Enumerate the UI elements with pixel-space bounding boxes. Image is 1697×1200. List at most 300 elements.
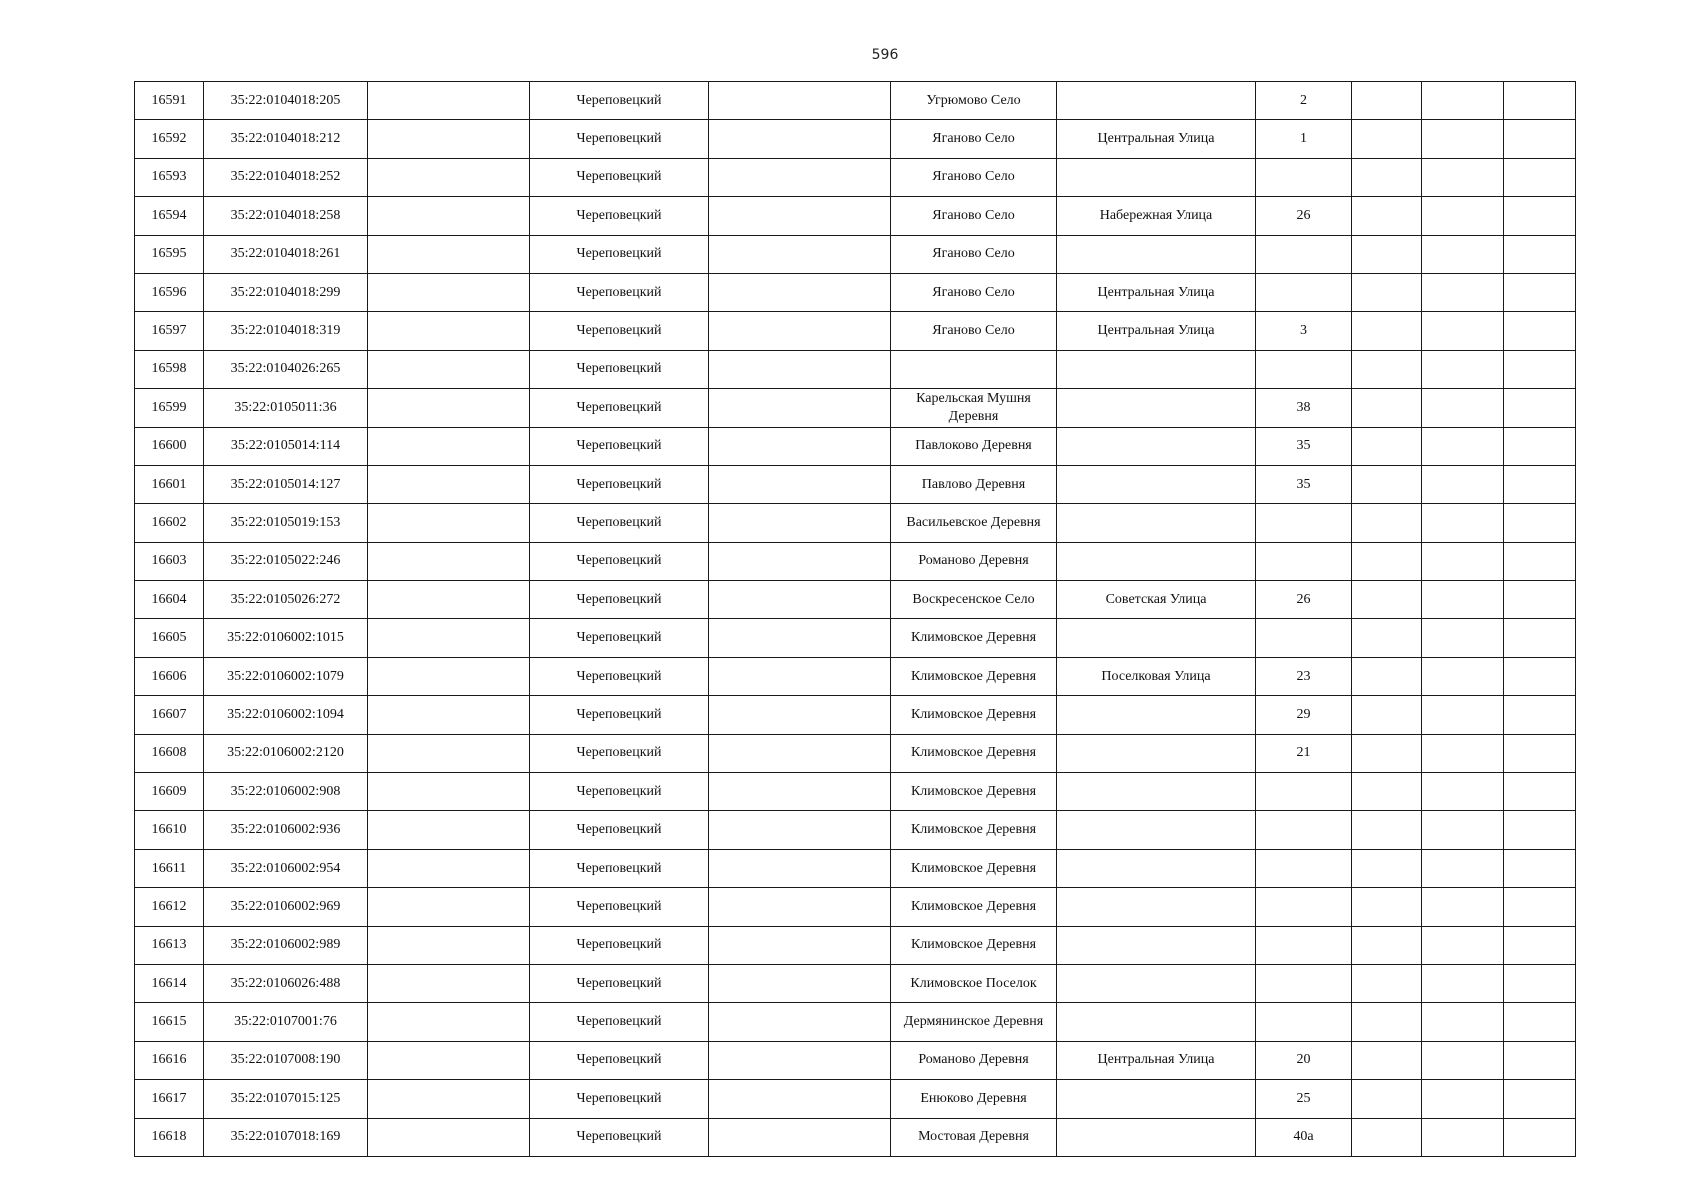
locality-cell: Павлово Деревня	[891, 465, 1057, 503]
empty-cell	[1504, 389, 1576, 427]
table-row	[135, 158, 1576, 196]
empty-cell	[1422, 1080, 1504, 1118]
house-number-cell	[1256, 773, 1352, 811]
empty-cell	[368, 1003, 530, 1041]
empty-cell	[1422, 619, 1504, 657]
district-cell: Череповецкий	[530, 696, 709, 734]
empty-cell	[1422, 158, 1504, 196]
district-cell: Череповецкий	[530, 734, 709, 772]
house-number-cell	[1256, 504, 1352, 542]
empty-cell	[1352, 273, 1422, 311]
locality-cell: Угрюмово Село	[891, 82, 1057, 120]
empty-cell	[1422, 120, 1504, 158]
empty-cell	[1352, 773, 1422, 811]
empty-cell	[1352, 1003, 1422, 1041]
locality-cell: Климовское Деревня	[891, 888, 1057, 926]
empty-cell	[1422, 657, 1504, 695]
empty-cell	[709, 312, 891, 350]
street-cell: Набережная Улица	[1057, 197, 1256, 235]
empty-cell	[1504, 1080, 1576, 1118]
house-number-cell: 29	[1256, 696, 1352, 734]
empty-cell	[1504, 542, 1576, 580]
locality-cell: Мостовая Деревня	[891, 1118, 1057, 1156]
empty-cell	[1352, 1041, 1422, 1079]
district-cell: Череповецкий	[530, 465, 709, 503]
empty-cell	[1352, 158, 1422, 196]
record-number-cell: 16608	[135, 734, 204, 772]
house-number-cell	[1256, 542, 1352, 580]
street-cell: Центральная Улица	[1057, 120, 1256, 158]
empty-cell	[1422, 1118, 1504, 1156]
street-cell	[1057, 773, 1256, 811]
empty-cell	[1422, 1041, 1504, 1079]
table-row	[135, 1118, 1576, 1156]
locality-cell	[891, 350, 1057, 388]
house-number-cell: 1	[1256, 120, 1352, 158]
record-number-cell: 16607	[135, 696, 204, 734]
locality-cell: Климовское Деревня	[891, 773, 1057, 811]
empty-cell	[709, 619, 891, 657]
district-cell: Череповецкий	[530, 657, 709, 695]
house-number-cell: 21	[1256, 734, 1352, 772]
empty-cell	[1504, 734, 1576, 772]
house-number-cell: 23	[1256, 657, 1352, 695]
district-cell: Череповецкий	[530, 350, 709, 388]
table-row	[135, 849, 1576, 887]
empty-cell	[368, 427, 530, 465]
cadastral-number-cell: 35:22:0105014:114	[204, 427, 368, 465]
house-number-cell	[1256, 849, 1352, 887]
locality-cell: Климовское Деревня	[891, 734, 1057, 772]
empty-cell	[709, 350, 891, 388]
empty-cell	[1352, 1080, 1422, 1118]
empty-cell	[368, 734, 530, 772]
cadastral-number-cell: 35:22:0104018:212	[204, 120, 368, 158]
empty-cell	[1422, 581, 1504, 619]
record-number-cell: 16618	[135, 1118, 204, 1156]
street-cell: Поселковая Улица	[1057, 657, 1256, 695]
record-number-cell: 16609	[135, 773, 204, 811]
registry-table	[134, 81, 1576, 1157]
empty-cell	[1352, 389, 1422, 427]
empty-cell	[1504, 82, 1576, 120]
page-number: 596	[871, 47, 899, 63]
empty-cell	[368, 389, 530, 427]
cadastral-number-cell: 35:22:0105026:272	[204, 581, 368, 619]
cadastral-number-cell: 35:22:0106002:989	[204, 926, 368, 964]
empty-cell	[368, 504, 530, 542]
locality-cell: Романово Деревня	[891, 1041, 1057, 1079]
empty-cell	[1352, 120, 1422, 158]
table-row	[135, 1080, 1576, 1118]
locality-cell: Климовское Поселок	[891, 964, 1057, 1002]
empty-cell	[1352, 542, 1422, 580]
street-cell	[1057, 82, 1256, 120]
table-row	[135, 235, 1576, 273]
house-number-cell	[1256, 235, 1352, 273]
cadastral-number-cell: 35:22:0104018:319	[204, 312, 368, 350]
house-number-cell	[1256, 158, 1352, 196]
empty-cell	[709, 82, 891, 120]
empty-cell	[709, 542, 891, 580]
street-cell	[1057, 389, 1256, 427]
house-number-cell	[1256, 926, 1352, 964]
empty-cell	[1352, 235, 1422, 273]
empty-cell	[368, 1041, 530, 1079]
street-cell: Центральная Улица	[1057, 273, 1256, 311]
empty-cell	[1504, 849, 1576, 887]
house-number-cell: 26	[1256, 197, 1352, 235]
empty-cell	[368, 465, 530, 503]
empty-cell	[709, 427, 891, 465]
district-cell: Череповецкий	[530, 120, 709, 158]
table-row	[135, 197, 1576, 235]
cadastral-number-cell: 35:22:0106026:488	[204, 964, 368, 1002]
district-cell: Череповецкий	[530, 197, 709, 235]
locality-cell: Васильевское Деревня	[891, 504, 1057, 542]
house-number-cell: 2	[1256, 82, 1352, 120]
house-number-cell: 40а	[1256, 1118, 1352, 1156]
cadastral-number-cell: 35:22:0105014:127	[204, 465, 368, 503]
empty-cell	[368, 1118, 530, 1156]
table-row	[135, 312, 1576, 350]
table-row	[135, 619, 1576, 657]
cadastral-number-cell: 35:22:0104018:261	[204, 235, 368, 273]
empty-cell	[368, 120, 530, 158]
table-row	[135, 542, 1576, 580]
district-cell: Череповецкий	[530, 273, 709, 311]
empty-cell	[1504, 312, 1576, 350]
street-cell	[1057, 888, 1256, 926]
empty-cell	[1422, 849, 1504, 887]
cadastral-number-cell: 35:22:0105019:153	[204, 504, 368, 542]
empty-cell	[1504, 350, 1576, 388]
record-number-cell: 16595	[135, 235, 204, 273]
cadastral-number-cell: 35:22:0106002:2120	[204, 734, 368, 772]
record-number-cell: 16611	[135, 849, 204, 887]
locality-cell: Климовское Деревня	[891, 849, 1057, 887]
table-row	[135, 964, 1576, 1002]
cadastral-number-cell: 35:22:0104018:252	[204, 158, 368, 196]
table-row	[135, 581, 1576, 619]
empty-cell	[1504, 657, 1576, 695]
locality-cell: Романово Деревня	[891, 542, 1057, 580]
empty-cell	[1504, 465, 1576, 503]
empty-cell	[368, 926, 530, 964]
empty-cell	[368, 235, 530, 273]
empty-cell	[368, 696, 530, 734]
district-cell: Череповецкий	[530, 235, 709, 273]
table-row	[135, 734, 1576, 772]
table-row	[135, 773, 1576, 811]
street-cell	[1057, 1080, 1256, 1118]
district-cell: Череповецкий	[530, 542, 709, 580]
empty-cell	[709, 120, 891, 158]
empty-cell	[1504, 811, 1576, 849]
district-cell: Череповецкий	[530, 811, 709, 849]
empty-cell	[709, 235, 891, 273]
table-row	[135, 504, 1576, 542]
empty-cell	[1504, 773, 1576, 811]
empty-cell	[709, 273, 891, 311]
cadastral-number-cell: 35:22:0107001:76	[204, 1003, 368, 1041]
empty-cell	[1422, 888, 1504, 926]
table-row	[135, 1003, 1576, 1041]
house-number-cell: 35	[1256, 427, 1352, 465]
empty-cell	[1352, 82, 1422, 120]
record-number-cell: 16616	[135, 1041, 204, 1079]
district-cell: Череповецкий	[530, 926, 709, 964]
district-cell: Череповецкий	[530, 773, 709, 811]
empty-cell	[1504, 273, 1576, 311]
cadastral-number-cell: 35:22:0106002:936	[204, 811, 368, 849]
record-number-cell: 16591	[135, 82, 204, 120]
empty-cell	[709, 504, 891, 542]
empty-cell	[1504, 964, 1576, 1002]
table-row	[135, 696, 1576, 734]
cadastral-number-cell: 35:22:0104018:258	[204, 197, 368, 235]
locality-cell: Климовское Деревня	[891, 657, 1057, 695]
empty-cell	[368, 312, 530, 350]
empty-cell	[1504, 888, 1576, 926]
empty-cell	[1504, 158, 1576, 196]
record-number-cell: 16617	[135, 1080, 204, 1118]
cadastral-number-cell: 35:22:0107018:169	[204, 1118, 368, 1156]
empty-cell	[1422, 734, 1504, 772]
locality-cell: Климовское Деревня	[891, 619, 1057, 657]
empty-cell	[1352, 350, 1422, 388]
locality-cell: Климовское Деревня	[891, 696, 1057, 734]
empty-cell	[1422, 811, 1504, 849]
street-cell	[1057, 427, 1256, 465]
empty-cell	[1422, 773, 1504, 811]
table-row	[135, 389, 1576, 427]
empty-cell	[709, 773, 891, 811]
house-number-cell: 35	[1256, 465, 1352, 503]
empty-cell	[1422, 427, 1504, 465]
record-number-cell: 16594	[135, 197, 204, 235]
empty-cell	[709, 964, 891, 1002]
empty-cell	[368, 197, 530, 235]
street-cell	[1057, 696, 1256, 734]
district-cell: Череповецкий	[530, 1080, 709, 1118]
empty-cell	[368, 82, 530, 120]
empty-cell	[1352, 619, 1422, 657]
cadastral-number-cell: 35:22:0107015:125	[204, 1080, 368, 1118]
table-row	[135, 465, 1576, 503]
district-cell: Череповецкий	[530, 1118, 709, 1156]
empty-cell	[368, 273, 530, 311]
locality-cell: Климовское Деревня	[891, 926, 1057, 964]
empty-cell	[709, 158, 891, 196]
street-cell	[1057, 1003, 1256, 1041]
locality-cell: Енюково Деревня	[891, 1080, 1057, 1118]
record-number-cell: 16598	[135, 350, 204, 388]
street-cell	[1057, 504, 1256, 542]
district-cell: Череповецкий	[530, 82, 709, 120]
locality-cell: Павлоково Деревня	[891, 427, 1057, 465]
empty-cell	[1422, 1003, 1504, 1041]
locality-cell: Яганово Село	[891, 273, 1057, 311]
empty-cell	[1352, 504, 1422, 542]
empty-cell	[1422, 504, 1504, 542]
empty-cell	[1352, 197, 1422, 235]
street-cell	[1057, 734, 1256, 772]
empty-cell	[1352, 696, 1422, 734]
empty-cell	[368, 964, 530, 1002]
empty-cell	[368, 350, 530, 388]
record-number-cell: 16610	[135, 811, 204, 849]
empty-cell	[709, 465, 891, 503]
empty-cell	[1504, 197, 1576, 235]
house-number-cell: 38	[1256, 389, 1352, 427]
empty-cell	[709, 657, 891, 695]
table-row	[135, 427, 1576, 465]
empty-cell	[1504, 120, 1576, 158]
empty-cell	[1422, 350, 1504, 388]
house-number-cell	[1256, 811, 1352, 849]
street-cell	[1057, 235, 1256, 273]
house-number-cell	[1256, 619, 1352, 657]
empty-cell	[1422, 964, 1504, 1002]
record-number-cell: 16614	[135, 964, 204, 1002]
empty-cell	[1422, 197, 1504, 235]
empty-cell	[709, 1003, 891, 1041]
empty-cell	[368, 1080, 530, 1118]
cadastral-number-cell: 35:22:0106002:1094	[204, 696, 368, 734]
table-body	[135, 82, 1576, 1157]
house-number-cell: 25	[1256, 1080, 1352, 1118]
record-number-cell: 16612	[135, 888, 204, 926]
empty-cell	[1504, 619, 1576, 657]
empty-cell	[1422, 389, 1504, 427]
table-row	[135, 273, 1576, 311]
cadastral-number-cell: 35:22:0106002:908	[204, 773, 368, 811]
table-row	[135, 1041, 1576, 1079]
empty-cell	[1352, 734, 1422, 772]
street-cell: Советская Улица	[1057, 581, 1256, 619]
table-row	[135, 926, 1576, 964]
empty-cell	[1504, 926, 1576, 964]
locality-cell: Яганово Село	[891, 312, 1057, 350]
empty-cell	[368, 581, 530, 619]
cadastral-number-cell: 35:22:0104018:205	[204, 82, 368, 120]
street-cell	[1057, 158, 1256, 196]
empty-cell	[709, 926, 891, 964]
district-cell: Череповецкий	[530, 312, 709, 350]
empty-cell	[1504, 581, 1576, 619]
cadastral-number-cell: 35:22:0106002:969	[204, 888, 368, 926]
table-row	[135, 82, 1576, 120]
table-row	[135, 350, 1576, 388]
cadastral-number-cell: 35:22:0105022:246	[204, 542, 368, 580]
locality-cell: Яганово Село	[891, 158, 1057, 196]
empty-cell	[368, 811, 530, 849]
cadastral-number-cell: 35:22:0104026:265	[204, 350, 368, 388]
empty-cell	[368, 849, 530, 887]
record-number-cell: 16601	[135, 465, 204, 503]
record-number-cell: 16603	[135, 542, 204, 580]
cadastral-number-cell: 35:22:0106002:1015	[204, 619, 368, 657]
district-cell: Череповецкий	[530, 504, 709, 542]
record-number-cell: 16600	[135, 427, 204, 465]
empty-cell	[709, 888, 891, 926]
record-number-cell: 16592	[135, 120, 204, 158]
empty-cell	[368, 158, 530, 196]
house-number-cell	[1256, 888, 1352, 926]
house-number-cell: 20	[1256, 1041, 1352, 1079]
record-number-cell: 16605	[135, 619, 204, 657]
street-cell	[1057, 964, 1256, 1002]
cadastral-number-cell: 35:22:0105011:36	[204, 389, 368, 427]
empty-cell	[1504, 1118, 1576, 1156]
empty-cell	[709, 734, 891, 772]
locality-cell: Карельская Мушня Деревня	[891, 389, 1057, 427]
empty-cell	[1422, 465, 1504, 503]
empty-cell	[1504, 504, 1576, 542]
empty-cell	[368, 657, 530, 695]
empty-cell	[1352, 888, 1422, 926]
empty-cell	[1352, 849, 1422, 887]
street-cell	[1057, 926, 1256, 964]
record-number-cell: 16599	[135, 389, 204, 427]
empty-cell	[1504, 1041, 1576, 1079]
empty-cell	[368, 619, 530, 657]
record-number-cell: 16615	[135, 1003, 204, 1041]
district-cell: Череповецкий	[530, 964, 709, 1002]
street-cell	[1057, 1118, 1256, 1156]
empty-cell	[1422, 926, 1504, 964]
record-number-cell: 16606	[135, 657, 204, 695]
empty-cell	[709, 197, 891, 235]
cadastral-number-cell: 35:22:0106002:954	[204, 849, 368, 887]
empty-cell	[368, 542, 530, 580]
record-number-cell: 16602	[135, 504, 204, 542]
record-number-cell: 16597	[135, 312, 204, 350]
empty-cell	[1352, 581, 1422, 619]
table-row	[135, 120, 1576, 158]
empty-cell	[1422, 82, 1504, 120]
record-number-cell: 16593	[135, 158, 204, 196]
house-number-cell	[1256, 273, 1352, 311]
empty-cell	[709, 1118, 891, 1156]
house-number-cell: 26	[1256, 581, 1352, 619]
empty-cell	[709, 811, 891, 849]
empty-cell	[1422, 312, 1504, 350]
empty-cell	[1422, 696, 1504, 734]
record-number-cell: 16613	[135, 926, 204, 964]
empty-cell	[709, 1041, 891, 1079]
empty-cell	[709, 389, 891, 427]
street-cell	[1057, 542, 1256, 580]
empty-cell	[709, 849, 891, 887]
empty-cell	[1352, 312, 1422, 350]
locality-cell: Дермянинское Деревня	[891, 1003, 1057, 1041]
locality-cell: Яганово Село	[891, 197, 1057, 235]
empty-cell	[1352, 1118, 1422, 1156]
house-number-cell	[1256, 964, 1352, 1002]
cadastral-number-cell: 35:22:0104018:299	[204, 273, 368, 311]
district-cell: Череповецкий	[530, 158, 709, 196]
table-row	[135, 888, 1576, 926]
empty-cell	[709, 581, 891, 619]
district-cell: Череповецкий	[530, 427, 709, 465]
street-cell	[1057, 350, 1256, 388]
house-number-cell: 3	[1256, 312, 1352, 350]
table-row	[135, 657, 1576, 695]
empty-cell	[709, 1080, 891, 1118]
locality-cell: Климовское Деревня	[891, 811, 1057, 849]
